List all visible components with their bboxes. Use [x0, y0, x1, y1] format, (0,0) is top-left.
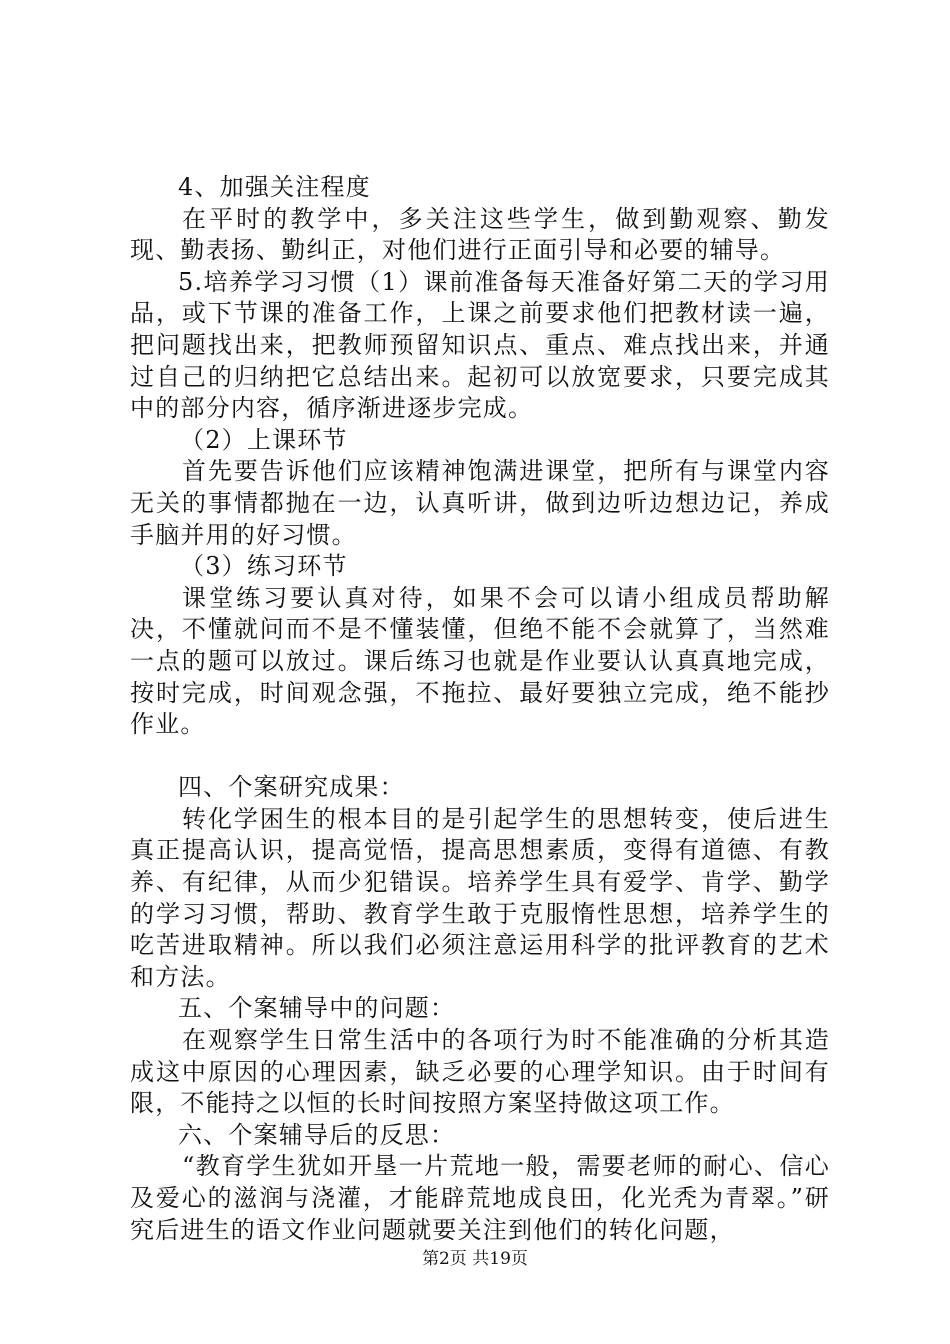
- page-number-footer: 第2页 共19页: [422, 1249, 528, 1269]
- paragraph-attention-detail: 在平时的教学中，多关注这些学生，做到勤观察、勤发现、勤表扬、勤纠正，对他们进行正面引导和必要的辅导。: [130, 204, 830, 265]
- heading-focus-attention: 4、加强关注程度: [178, 173, 371, 201]
- document-body: [130, 172, 830, 1246]
- paragraph-study-habits: 5.培养学习习惯（1）课前准备每天准备好第二天的学习用品，或下节课的准备工作，上课之前要求他们把教材读一遍，把问题找出来，把教师预留知识点、重点、难点找出来，并通过自己的归纳把它总结出来。起初可以放宽要求，只要完成其中的部分内容，循序渐进逐步完成。: [130, 267, 830, 423]
- paragraph-class-session: 首先要告诉他们应该精神饱满进课堂，把所有与课堂内容无关的事情都抛在一边，认真听讲，做到边听边想边记，养成手脑并用的好习惯。: [130, 457, 830, 549]
- subheading-class-session: （2）上课环节: [180, 425, 348, 454]
- subheading-practice-session: （3）练习环节: [180, 552, 348, 581]
- paragraph-practice-session: 课堂练习要认真对待，如果不会可以请小组成员帮助解决，不懂就问而不是不懂装懂，但绝不能不会就算了，当然难一点的题可以放过。课后练习也就是作业要认认真真地完成，按时完成，时间观念强，不拖拉、最好要独立完成，绝不能抄作业。: [130, 583, 830, 739]
- heading-case-problems: 五、个案辅导中的问题：: [178, 994, 456, 1023]
- paragraph-case-problems: 在观察学生日常生活中的各项行为时不能准确的分析其造成这中原因的心理因素，缺乏必要的心理学知识。由于时间有限，不能持之以恒的长时间按照方案坚持做这项工作。: [130, 1026, 830, 1118]
- heading-case-results: 四、个案研究成果：: [178, 773, 405, 802]
- paragraph-case-reflection: “教育学生犹如开垦一片荒地一般，需要老师的耐心、信心及爱心的滋润与浇灌，才能辟荒地成良田，化光秃为青翠。”研究后进生的语文作业问题就要关注到他们的转化问题，: [130, 1152, 830, 1244]
- section-gap: [130, 741, 830, 773]
- heading-case-reflection: 六、个案辅导后的反思：: [178, 1120, 456, 1149]
- paragraph-case-results: 转化学困生的根本目的是引起学生的思想转变，使后进生真正提高认识，提高觉悟，提高思想素质，变得有道德、有教养、有纪律，从而少犯错误。培养学生具有爱学、肯学、勤学的学习习惯，帮助、教育学生敢于克服惰性思想，培养学生的吃苦进取精神。所以我们必须注意运用科学的批评教育的艺术和方法。: [130, 804, 830, 991]
